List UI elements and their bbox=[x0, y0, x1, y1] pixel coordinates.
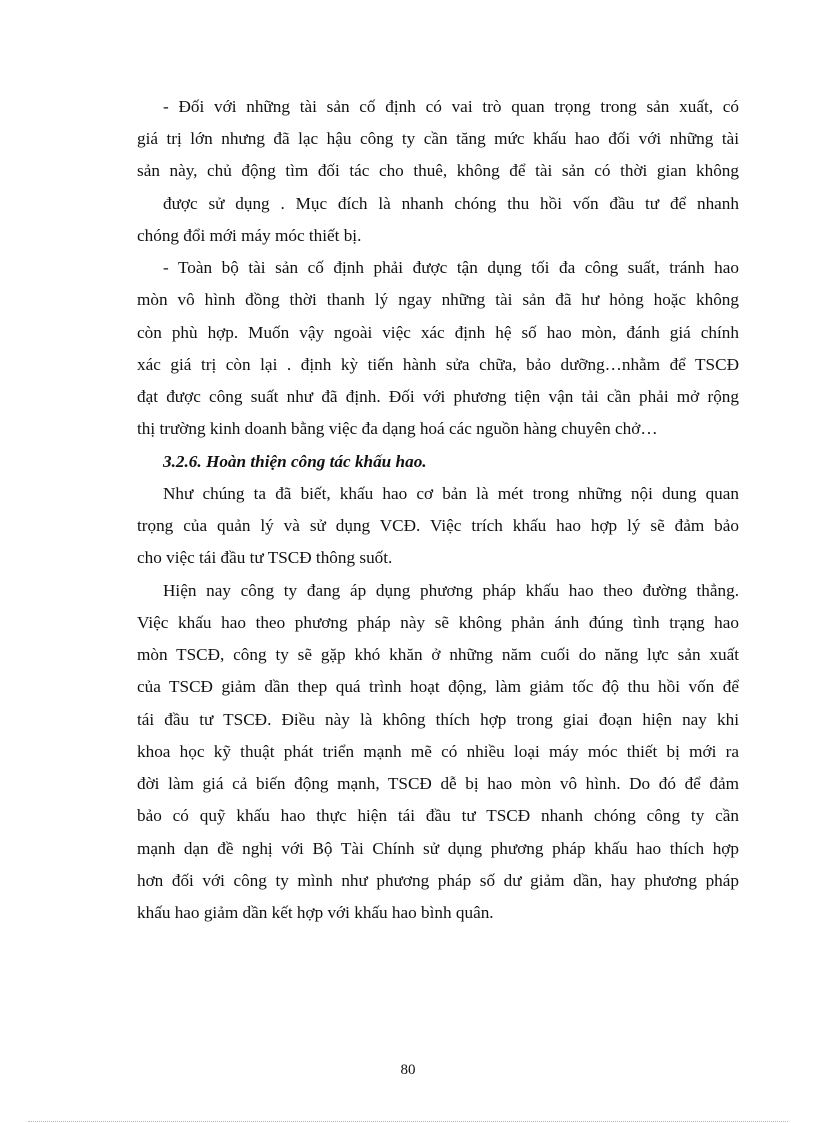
text-line: được sử dụng . Mục đích là nhanh chóng thu hồi vốn đầu tư để nhanh bbox=[163, 194, 739, 213]
page-number: 80 bbox=[400, 1062, 416, 1078]
text-line: - Đối với những tài sản cố định có vai trò quan trọng trong sản xuất, có bbox=[163, 97, 739, 116]
text-line: bảo có quỹ khấu hao thực hiện tái đầu tư TSCĐ nhanh chóng công ty cần bbox=[137, 806, 739, 825]
text-line: sản này, chủ động tìm đối tác cho thuê, không để tài sản có thời gian không bbox=[137, 161, 739, 180]
section-heading: 3.2.6. Hoàn thiện công tác khấu hao. bbox=[163, 452, 427, 471]
text-line: mòn vô hình đồng thời thanh lý ngay những tài sản đã hư hỏng hoặc không bbox=[137, 290, 739, 309]
text-line: khoa học kỹ thuật phát triển mạnh mẽ có nhiều loại máy móc thiết bị mới ra bbox=[137, 742, 739, 761]
text-line: cho việc tái đầu tư TSCĐ thông suốt. bbox=[137, 548, 393, 567]
text-line: hơn đối với công ty mình như phương pháp số dư giảm dần, hay phương pháp bbox=[137, 871, 739, 890]
text-line: mạnh dạn đề nghị với Bộ Tài Chính sử dụng phương pháp khấu hao thích hợp bbox=[137, 839, 739, 858]
text-line: - Toàn bộ tài sản cố định phải được tận dụng tối đa công suất, tránh hao bbox=[163, 258, 739, 277]
text-line: giá trị lớn nhưng đã lạc hậu công ty cần tăng mức khấu hao đối với những tài bbox=[137, 129, 739, 148]
text-line: Việc khấu hao theo phương pháp này sẽ không phản ánh đúng tình trạng hao bbox=[137, 613, 739, 632]
text-line: Hiện nay công ty đang áp dụng phương pháp khấu hao theo đường thẳng. bbox=[163, 581, 739, 600]
text-line: đạt được công suất như đã định. Đối với phương tiện vận tải cần phải mở rộng bbox=[137, 387, 739, 406]
text-line: đời làm giá cả biến động mạnh, TSCĐ dễ bị hao mòn vô hình. Do đó để đảm bbox=[137, 774, 739, 793]
text-line: còn phù hợp. Muốn vậy ngoài việc xác định hệ số hao mòn, đánh giá chính bbox=[137, 323, 739, 342]
text-line: Như chúng ta đã biết, khấu hao cơ bản là mét trong những nội dung quan bbox=[163, 484, 739, 503]
text-line: chóng đổi mới máy móc thiết bị. bbox=[137, 226, 362, 245]
text-line: thị trường kinh doanh bằng việc đa dạng hoá các nguồn hàng chuyên chở… bbox=[137, 419, 658, 438]
footer-divider bbox=[28, 1121, 788, 1122]
text-line: trọng của quản lý và sử dụng VCĐ. Việc trích khấu hao hợp lý sẽ đảm bảo bbox=[137, 516, 739, 535]
text-line: của TSCĐ giảm dần thep quá trình hoạt động, làm giảm tốc độ thu hồi vốn để bbox=[137, 677, 739, 696]
text-line: tái đầu tư TSCĐ. Điều này là không thích hợp trong giai đoạn hiện nay khi bbox=[137, 710, 739, 729]
text-line: khấu hao giảm dần kết hợp với khấu hao bình quân. bbox=[137, 903, 494, 922]
text-line: xác giá trị còn lại . định kỳ tiến hành sửa chữa, bảo dưỡng…nhằm để TSCĐ bbox=[137, 355, 739, 374]
text-line: mòn TSCĐ, công ty sẽ gặp khó khăn ở những năm cuối do năng lực sản xuất bbox=[137, 645, 739, 664]
